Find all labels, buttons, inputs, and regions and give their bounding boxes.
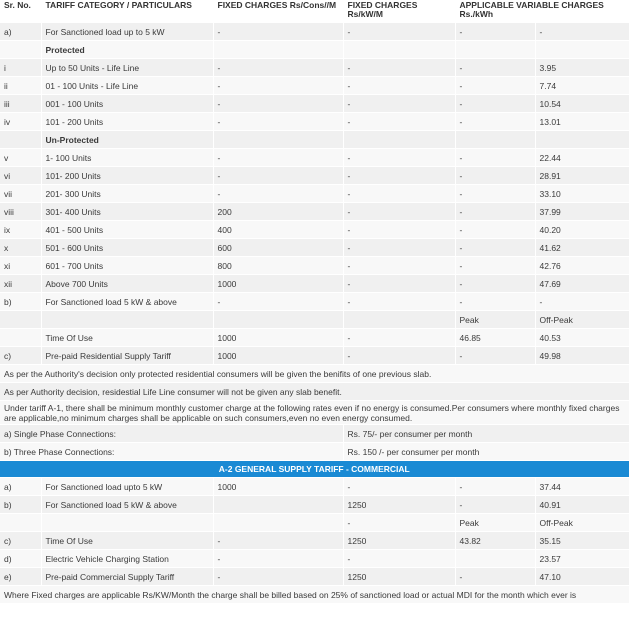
cell-variable-2: 33.10 — [535, 185, 629, 203]
cell-category: Electric Vehicle Charging Station — [41, 550, 213, 568]
table-row — [0, 41, 629, 59]
cell-fixed-cons: - — [213, 293, 343, 311]
cell-variable-1 — [455, 41, 535, 59]
cell-sr: viii — [0, 203, 41, 221]
cell-sr: a) — [0, 23, 41, 41]
cell-variable-1: - — [455, 149, 535, 167]
section-banner: A-2 GENERAL SUPPLY TARIFF - COMMERCIAL — [0, 461, 629, 478]
table-row — [0, 149, 629, 167]
cell-variable-1: - — [455, 167, 535, 185]
cell-category: Above 700 Units — [41, 275, 213, 293]
cell-variable-2: Off-Peak — [535, 311, 629, 329]
note-row — [0, 365, 629, 383]
table-row — [0, 329, 629, 347]
header-sr: Sr. No. — [0, 0, 41, 23]
cell-category: 601 - 700 Units — [41, 257, 213, 275]
cell-category: For Sanctioned load 5 kW & above — [41, 293, 213, 311]
cell-fixed-kw: - — [343, 149, 455, 167]
cell-variable-1: - — [455, 239, 535, 257]
note-minimum-charge: Under tariff A-1, there shall be minimum monthly customer charge at the following rates even if no energy is consumed.Per consumers where monthly fixed charges are applicable,no minimum charges shall be applicable on such consumers,even no even energy consumed. — [0, 401, 629, 425]
cell-fixed-cons: 400 — [213, 221, 343, 239]
cell-variable-1: 46.85 — [455, 329, 535, 347]
cell-sr: a) — [0, 478, 41, 496]
cell-category: 101 - 200 Units — [41, 113, 213, 131]
cell-sr — [0, 514, 41, 532]
cell-category — [41, 311, 213, 329]
table-row — [0, 568, 629, 586]
cell-variable-2: 40.20 — [535, 221, 629, 239]
cell-sr: b) — [0, 496, 41, 514]
table-row — [0, 131, 629, 149]
three-phase-row — [0, 443, 629, 461]
cell-fixed-cons — [213, 311, 343, 329]
cell-fixed-kw: - — [343, 275, 455, 293]
cell-variable-1: - — [455, 77, 535, 95]
cell-variable-2: 22.44 — [535, 149, 629, 167]
cell-variable-1: - — [455, 95, 535, 113]
cell-sr: c) — [0, 532, 41, 550]
cell-variable-1: - — [455, 478, 535, 496]
cell-fixed-cons — [213, 41, 343, 59]
header-row — [0, 0, 629, 23]
cell-category: 301- 400 Units — [41, 203, 213, 221]
cell-variable-1: - — [455, 221, 535, 239]
cell-fixed-kw: - — [343, 347, 455, 365]
tariff-body — [0, 23, 629, 604]
table-row — [0, 347, 629, 365]
cell-fixed-cons: 1000 — [213, 329, 343, 347]
cell-fixed-kw: - — [343, 293, 455, 311]
cell-fixed-cons: 800 — [213, 257, 343, 275]
cell-variable-2: 40.91 — [535, 496, 629, 514]
cell-fixed-cons: - — [213, 113, 343, 131]
table-row — [0, 113, 629, 131]
note-slab-benefit: As per the Authority's decision only protected residential consumers will be given the benifits of one previous slab. — [0, 365, 629, 383]
table-row — [0, 293, 629, 311]
cell-variable-1 — [455, 131, 535, 149]
connection-charge: Rs. 150 /- per consumer per month — [343, 443, 629, 461]
cell-category: 01 - 100 Units - Life Line — [41, 77, 213, 95]
section-banner-row — [0, 461, 629, 478]
cell-variable-2: 10.54 — [535, 95, 629, 113]
single-phase-row — [0, 425, 629, 443]
cell-fixed-cons: 1000 — [213, 478, 343, 496]
cell-sr: vi — [0, 167, 41, 185]
table-row — [0, 23, 629, 41]
footer-note: Where Fixed charges are applicable Rs/KW/Month the charge shall be billed based on 25% of sanctioned load or actual MDI for the month which ever is — [0, 586, 629, 604]
table-row — [0, 478, 629, 496]
cell-variable-1 — [455, 550, 535, 568]
cell-sr: iv — [0, 113, 41, 131]
cell-variable-2: 47.69 — [535, 275, 629, 293]
cell-fixed-cons — [213, 514, 343, 532]
cell-category — [41, 514, 213, 532]
cell-variable-2: 47.10 — [535, 568, 629, 586]
cell-fixed-cons: - — [213, 532, 343, 550]
note-row — [0, 383, 629, 401]
cell-fixed-cons: - — [213, 23, 343, 41]
cell-fixed-kw: - — [343, 59, 455, 77]
cell-variable-1: - — [455, 568, 535, 586]
cell-variable-2: - — [535, 23, 629, 41]
cell-fixed-cons: - — [213, 167, 343, 185]
cell-fixed-cons: 600 — [213, 239, 343, 257]
cell-fixed-kw — [343, 41, 455, 59]
table-row — [0, 514, 629, 532]
cell-sr — [0, 311, 41, 329]
cell-fixed-kw: - — [343, 550, 455, 568]
cell-variable-2: - — [535, 293, 629, 311]
cell-variable-2: 41.62 — [535, 239, 629, 257]
cell-variable-2: 37.44 — [535, 478, 629, 496]
cell-fixed-kw: - — [343, 221, 455, 239]
cell-variable-1: - — [455, 185, 535, 203]
cell-fixed-cons: 200 — [213, 203, 343, 221]
cell-fixed-kw: - — [343, 77, 455, 95]
note-row — [0, 401, 629, 425]
cell-fixed-kw: - — [343, 478, 455, 496]
cell-variable-1: - — [455, 23, 535, 41]
cell-sr: d) — [0, 550, 41, 568]
table-row — [0, 95, 629, 113]
cell-variable-1: - — [455, 203, 535, 221]
cell-sr — [0, 329, 41, 347]
cell-variable-1: - — [455, 275, 535, 293]
cell-fixed-kw: - — [343, 95, 455, 113]
cell-variable-2: 42.76 — [535, 257, 629, 275]
cell-sr: ix — [0, 221, 41, 239]
header-category: TARIFF CATEGORY / PARTICULARS — [41, 0, 213, 23]
cell-category: 501 - 600 Units — [41, 239, 213, 257]
cell-sr: c) — [0, 347, 41, 365]
connection-charge: Rs. 75/- per consumer per month — [343, 425, 629, 443]
cell-category: 001 - 100 Units — [41, 95, 213, 113]
header-fixed-kw: FIXED CHARGES Rs/kW/M — [343, 0, 455, 23]
table-row — [0, 550, 629, 568]
cell-variable-1: Peak — [455, 311, 535, 329]
cell-category: Time Of Use — [41, 329, 213, 347]
cell-variable-2: Off-Peak — [535, 514, 629, 532]
table-row — [0, 532, 629, 550]
cell-variable-2 — [535, 41, 629, 59]
cell-sr: xi — [0, 257, 41, 275]
cell-sr: xii — [0, 275, 41, 293]
cell-fixed-cons: - — [213, 149, 343, 167]
cell-variable-2: 7.74 — [535, 77, 629, 95]
cell-fixed-kw: - — [343, 203, 455, 221]
cell-fixed-kw: - — [343, 514, 455, 532]
table-row — [0, 77, 629, 95]
cell-sr — [0, 41, 41, 59]
cell-sr: x — [0, 239, 41, 257]
table-row — [0, 257, 629, 275]
cell-fixed-kw — [343, 311, 455, 329]
table-row — [0, 167, 629, 185]
cell-category: Up to 50 Units - Life Line — [41, 59, 213, 77]
cell-sr: i — [0, 59, 41, 77]
cell-fixed-cons: 1000 — [213, 347, 343, 365]
cell-category: Protected — [41, 41, 213, 59]
table-row — [0, 203, 629, 221]
cell-variable-2: 49.98 — [535, 347, 629, 365]
cell-fixed-cons — [213, 496, 343, 514]
cell-sr: ii — [0, 77, 41, 95]
cell-fixed-kw: - — [343, 113, 455, 131]
cell-variable-2: 40.53 — [535, 329, 629, 347]
note-row — [0, 586, 629, 604]
cell-sr: vii — [0, 185, 41, 203]
cell-sr — [0, 131, 41, 149]
cell-category: 401 - 500 Units — [41, 221, 213, 239]
cell-category: Pre-paid Residential Supply Tariff — [41, 347, 213, 365]
cell-variable-2: 23.57 — [535, 550, 629, 568]
cell-variable-1: - — [455, 59, 535, 77]
table-row — [0, 496, 629, 514]
cell-fixed-cons — [213, 131, 343, 149]
cell-fixed-cons: - — [213, 59, 343, 77]
cell-category: For Sanctioned load 5 kW & above — [41, 496, 213, 514]
cell-variable-1: - — [455, 113, 535, 131]
table-row — [0, 59, 629, 77]
cell-variable-2: 28.91 — [535, 167, 629, 185]
header-variable: APPLICABLE VARIABLE CHARGES Rs./kWh — [455, 0, 629, 23]
cell-variable-1: - — [455, 347, 535, 365]
cell-category: 101- 200 Units — [41, 167, 213, 185]
cell-variable-1: - — [455, 496, 535, 514]
cell-fixed-kw: 1250 — [343, 496, 455, 514]
cell-variable-1: 43.82 — [455, 532, 535, 550]
cell-fixed-kw — [343, 131, 455, 149]
cell-variable-1: Peak — [455, 514, 535, 532]
cell-fixed-cons: - — [213, 568, 343, 586]
table-row — [0, 311, 629, 329]
connection-label: b) Three Phase Connections: — [0, 443, 343, 461]
cell-category: For Sanctioned load up to 5 kW — [41, 23, 213, 41]
table-row — [0, 185, 629, 203]
cell-fixed-kw: - — [343, 185, 455, 203]
cell-sr: iii — [0, 95, 41, 113]
cell-fixed-kw: - — [343, 329, 455, 347]
note-life-line: As per Authority decision, residestial Life Line consumer will not be given any slab benefit. — [0, 383, 629, 401]
cell-sr: b) — [0, 293, 41, 311]
cell-category: Un-Protected — [41, 131, 213, 149]
cell-fixed-kw: - — [343, 257, 455, 275]
cell-sr: v — [0, 149, 41, 167]
cell-variable-2: 35.15 — [535, 532, 629, 550]
cell-variable-2 — [535, 131, 629, 149]
cell-category: Pre-paid Commercial Supply Tariff — [41, 568, 213, 586]
cell-variable-1: - — [455, 293, 535, 311]
cell-fixed-kw: - — [343, 167, 455, 185]
cell-variable-1: - — [455, 257, 535, 275]
cell-fixed-cons: - — [213, 550, 343, 568]
connection-label: a) Single Phase Connections: — [0, 425, 343, 443]
cell-category: 1- 100 Units — [41, 149, 213, 167]
cell-fixed-kw: - — [343, 23, 455, 41]
cell-category: Time Of Use — [41, 532, 213, 550]
cell-sr: e) — [0, 568, 41, 586]
cell-fixed-kw: - — [343, 239, 455, 257]
cell-fixed-kw: 1250 — [343, 532, 455, 550]
cell-fixed-cons: - — [213, 95, 343, 113]
cell-fixed-kw: 1250 — [343, 568, 455, 586]
table-row — [0, 275, 629, 293]
cell-category: For Sanctioned load upto 5 kW — [41, 478, 213, 496]
cell-variable-2: 37.99 — [535, 203, 629, 221]
header-fixed-cons: FIXED CHARGES Rs/Cons//M — [213, 0, 343, 23]
cell-fixed-cons: 1000 — [213, 275, 343, 293]
cell-fixed-cons: - — [213, 185, 343, 203]
table-row — [0, 221, 629, 239]
cell-variable-2: 13.01 — [535, 113, 629, 131]
cell-variable-2: 3.95 — [535, 59, 629, 77]
cell-category: 201- 300 Units — [41, 185, 213, 203]
cell-fixed-cons: - — [213, 77, 343, 95]
table-row — [0, 239, 629, 257]
